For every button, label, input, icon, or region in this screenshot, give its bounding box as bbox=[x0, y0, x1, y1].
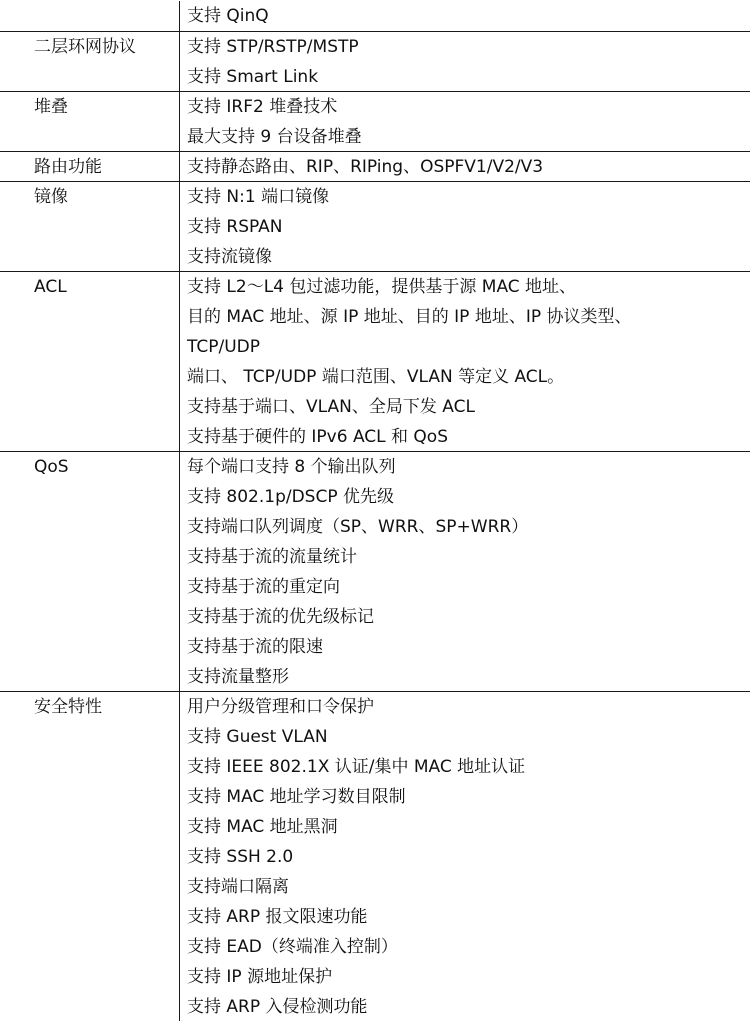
column-divider bbox=[179, 152, 180, 181]
feature-line: 支持 Smart Link bbox=[187, 67, 319, 87]
feature-line: 支持端口队列调度（SP、WRR、SP+WRR） bbox=[187, 517, 529, 537]
feature-line: 支持基于流的优先级标记 bbox=[187, 607, 374, 627]
column-divider bbox=[179, 32, 180, 91]
category-label: 路由功能 bbox=[34, 157, 102, 177]
feature-line: 最大支持 9 台设备堆叠 bbox=[187, 127, 362, 147]
feature-line: 支持 Guest VLAN bbox=[187, 727, 328, 747]
feature-line: 支持 SSH 2.0 bbox=[187, 847, 294, 867]
feature-line: 端口、 TCP/UDP 端口范围、VLAN 等定义 ACL。 bbox=[187, 367, 565, 387]
spec-section bbox=[0, 91, 750, 151]
feature-line: 支持 STP/RSTP/MSTP bbox=[187, 37, 359, 57]
feature-line: 支持 ARP 报文限速功能 bbox=[187, 907, 368, 927]
category-label: 镜像 bbox=[34, 187, 68, 207]
spec-section bbox=[0, 151, 750, 181]
feature-line: 支持 RSPAN bbox=[187, 217, 283, 237]
column-divider bbox=[179, 182, 180, 271]
spec-section bbox=[0, 1, 750, 31]
feature-line: TCP/UDP bbox=[187, 337, 261, 357]
column-divider bbox=[179, 92, 180, 151]
spec-section bbox=[0, 691, 750, 1021]
feature-line: 支持 IEEE 802.1X 认证/集中 MAC 地址认证 bbox=[187, 757, 526, 777]
spec-section bbox=[0, 271, 750, 451]
feature-line: 支持 EAD（终端准入控制） bbox=[187, 937, 398, 957]
category-label: 安全特性 bbox=[34, 697, 102, 717]
spec-section bbox=[0, 31, 750, 91]
feature-line: 用户分级管理和口令保护 bbox=[187, 697, 374, 717]
feature-line: 支持基于流的重定向 bbox=[187, 577, 340, 597]
feature-line: 支持静态路由、RIP、RIPing、OSPFV1/V2/V3 bbox=[187, 157, 544, 177]
feature-line: 每个端口支持 8 个输出队列 bbox=[187, 457, 396, 477]
feature-line: 支持 N:1 端口镜像 bbox=[187, 187, 330, 207]
feature-line: 目的 MAC 地址、源 IP 地址、目的 IP 地址、IP 协议类型、 bbox=[187, 307, 632, 327]
spec-section bbox=[0, 451, 750, 691]
category-label: ACL bbox=[34, 277, 67, 297]
feature-line: 支持 MAC 地址学习数目限制 bbox=[187, 787, 406, 807]
feature-line: 支持流量整形 bbox=[187, 667, 289, 687]
feature-line: 支持 IP 源地址保护 bbox=[187, 967, 333, 987]
feature-line: 支持流镜像 bbox=[187, 247, 272, 267]
feature-line: 支持 QinQ bbox=[187, 6, 269, 26]
category-label: QoS bbox=[34, 457, 69, 477]
spec-section bbox=[0, 181, 750, 271]
feature-line: 支持基于流的流量统计 bbox=[187, 547, 357, 567]
feature-line: 支持端口隔离 bbox=[187, 877, 289, 897]
column-divider bbox=[179, 1, 180, 31]
feature-line: 支持基于硬件的 IPv6 ACL 和 QoS bbox=[187, 427, 449, 447]
category-label: 二层环网协议 bbox=[34, 37, 136, 57]
column-divider bbox=[179, 272, 180, 451]
column-divider bbox=[179, 692, 180, 1021]
feature-line: 支持 L2～L4 包过滤功能，提供基于源 MAC 地址、 bbox=[187, 277, 577, 297]
column-divider bbox=[179, 452, 180, 691]
feature-line: 支持 ARP 入侵检测功能 bbox=[187, 997, 368, 1017]
feature-line: 支持基于流的限速 bbox=[187, 637, 323, 657]
feature-line: 支持 IRF2 堆叠技术 bbox=[187, 97, 338, 117]
feature-line: 支持 MAC 地址黑洞 bbox=[187, 817, 338, 837]
category-label: 堆叠 bbox=[34, 97, 68, 117]
feature-line: 支持 802.1p/DSCP 优先级 bbox=[187, 487, 394, 507]
feature-line: 支持基于端口、VLAN、全局下发 ACL bbox=[187, 397, 475, 417]
